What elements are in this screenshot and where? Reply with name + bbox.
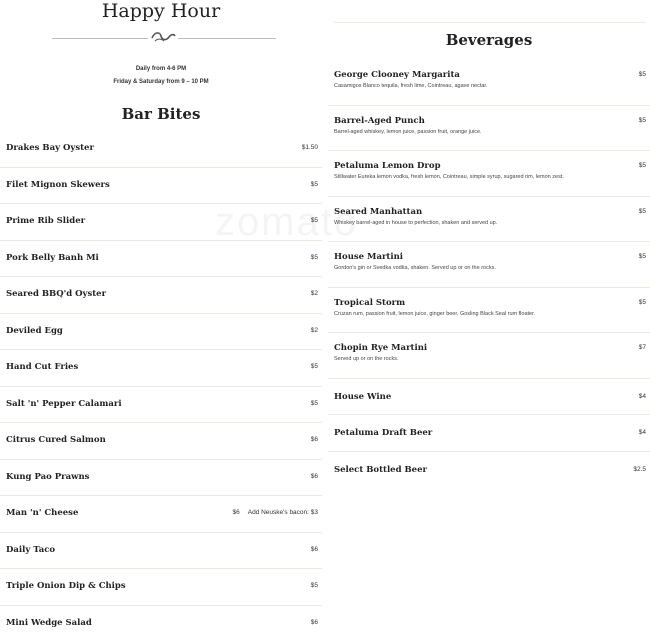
list-item: Petaluma Draft Beer $4 [328,415,650,452]
list-item: Filet Mignon Skewers $5 [0,168,322,204]
list-item: Citrus Cured Salmon $6 [0,423,322,460]
flourish-line-right [178,38,276,39]
list-item: Prime Rib Slider $5 [0,204,322,241]
beverages-title: Beverages [445,31,533,49]
list-item: Triple Onion Dip & Chips $5 [0,569,322,606]
list-item: House Wine $4 [328,379,650,415]
list-item: Chopin Rye Martini $7 Served up or on the rocks. [328,333,650,379]
title-flourish [0,27,322,49]
list-item: Daily Taco $6 [0,533,322,569]
page-title: Happy Hour [101,0,221,22]
list-item: Barrel-Aged Punch $5 Barrel-aged whiskey, lemon juice, passion fruit, orange juice. [328,106,650,151]
list-item: Seared BBQ'd Oyster $2 [0,277,322,314]
beverages-list [328,60,650,488]
list-item: Drakes Bay Oyster $1.50 [0,131,322,168]
hours-daily: Daily from 4-6 PM [135,66,187,72]
flourish-swirl-icon [150,29,176,45]
list-item: Deviled Egg $2 [0,314,322,350]
list-item: Kung Pao Prawns $6 [0,460,322,496]
bar-bites-title: Bar Bites [121,105,201,123]
left-column [0,0,322,636]
list-item: Seared Manhattan $5 Whiskey barrel-aged in house to perfection, shaken and served up. [328,197,650,242]
flourish-line-left [52,38,148,39]
list-item: Pork Belly Banh Mi $5 [0,241,322,277]
list-item: Salt 'n' Pepper Calamari $5 [0,387,322,423]
hours-weekend: Friday & Saturday from 9 – 10 PM [113,79,209,85]
list-item: Mini Wedge Salad $6 [6,618,318,628]
list-item: House Martini $5 Gordon's gin or Svedka vodka, shaken. Served up or on the rocks. [328,242,650,288]
list-item: Man 'n' Cheese $6 Add Neuske's bacon: $3 [0,496,322,533]
bar-bites-list [0,131,322,636]
happy-hour-times [0,63,322,89]
list-item: Petaluma Lemon Drop $5 Stillwater Eureka lemon vodka, fresh lemon, Cointreau, simple syrup, sugared rim, lemon zest. [328,151,650,197]
list-item: Tropical Storm $5 Cruzan rum, passion fruit, lemon juice, ginger beer, Gosling Black Seal rum floater. [328,288,650,333]
list-item: Hand Cut Fries $5 [0,350,322,387]
item-extra: $6 Add Neuske's bacon: $3 [232,509,318,516]
divider [334,22,646,23]
list-item: Select Bottled Beer $2.5 [334,465,646,475]
list-item: George Clooney Margarita $5 Casamigos Blanco tequila, fresh lime, Cointreau, agave nectar. [328,60,650,106]
